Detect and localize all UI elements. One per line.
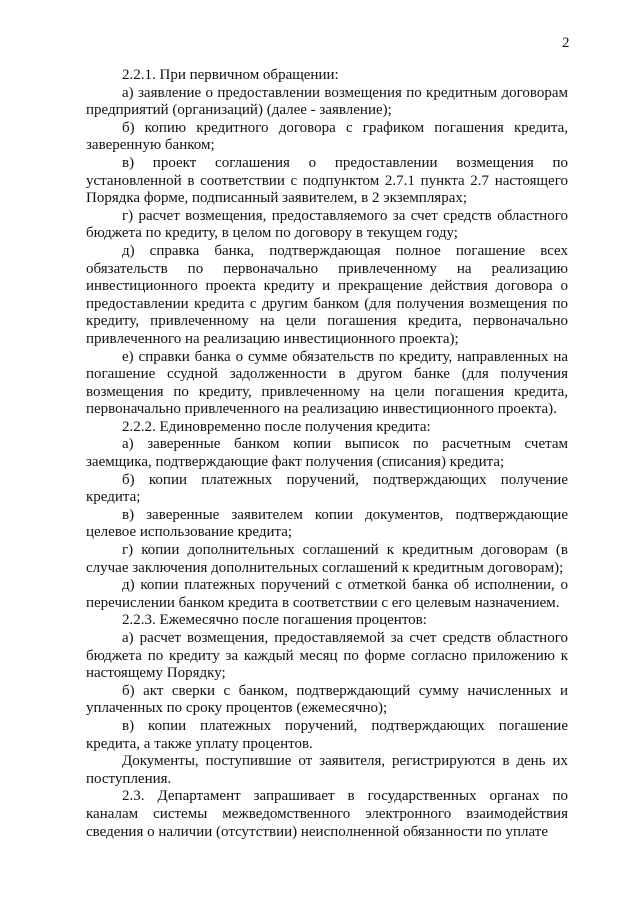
paragraph-item: д) копии платежных поручений с отметкой банка об исполнении, о перечислении банком кредита в соответствии с его целевым назначением.	[86, 577, 568, 611]
paragraph-2-3: 2.3. Департамент запрашивает в государственных органах по каналам системы межведомственного электронного взаимодействия сведения о наличии (отсутствии) неисполненной обязанности по уплате	[86, 788, 568, 840]
paragraph-item: а) заявление о предоставлении возмещения по кредитным договорам предприятий (организаций) (далее - заявление);	[86, 84, 568, 119]
paragraph-item: д) справка банка, подтверждающая полное погашение всех обязательств по первоначально привлеченному на реализацию инвестиционного проекта кредиту и прекращение действия договора о предоставлении кредита с другим банком (для получения возмещения по кредиту, привлеченному на цели погашения кредита, первоначально привлеченного на реализацию инвестиционного проекта);	[86, 242, 568, 347]
document-body	[86, 67, 568, 841]
paragraph-2-2-3-heading: 2.2.3. Ежемесячно после погашения процентов:	[122, 612, 427, 629]
paragraph-item: б) акт сверки с банком, подтверждающий сумму начисленных и уплаченных по сроку процентов (ежемесячно);	[86, 682, 568, 717]
paragraph-item: в) копии платежных поручений, подтверждающих погашение кредита, а также уплату процентов.	[86, 717, 568, 752]
paragraph-item: в) проект соглашения о предоставлении возмещения по установленной в соответствии с подпунктом 2.7.1 пункта 2.7 настоящего Порядка форме, подписанный заявителем, в 2 экземплярах;	[86, 154, 568, 207]
page-number: 2	[562, 35, 570, 51]
paragraph-item: е) справки банка о сумме обязательств по кредиту, направленных на погашение ссудной задолженности в другом банке (для получения возмещения по кредиту, привлеченному на цели погашения кредита, первоначально привлеченного на реализацию инвестиционного проекта).	[86, 348, 568, 418]
paragraph-item: в) заверенные заявителем копии документов, подтверждающие целевое использование кредита;	[86, 506, 568, 541]
paragraph-item: а) расчет возмещения, предоставляемой за счет средств областного бюджета по кредиту за каждый месяц по форме согласно приложению к настоящему Порядку;	[86, 630, 568, 682]
paragraph-item: б) копию кредитного договора с графиком погашения кредита, заверенную банком;	[86, 119, 568, 154]
paragraph-2-2-2-heading: 2.2.2. Единовременно после получения кредита:	[122, 418, 431, 435]
paragraph-item: г) расчет возмещения, предоставляемого за счет средств областного бюджета по кредиту, в целом по договору в текущем году;	[86, 207, 568, 242]
paragraph-item: г) копии дополнительных соглашений к кредитным договорам (в случае заключения дополнительных соглашений к кредитным договорам);	[86, 542, 568, 576]
paragraph-registration-note: Документы, поступившие от заявителя, регистрируются в день их поступления.	[86, 753, 568, 787]
paragraph-item: б) копии платежных поручений, подтверждающих получение кредита;	[86, 471, 568, 506]
paragraph-item: а) заверенные банком копии выписок по расчетным счетам заемщика, подтверждающие факт получения (списания) кредита;	[86, 436, 568, 471]
paragraph-2-2-1-heading: 2.2.1. При первичном обращении:	[122, 67, 339, 83]
